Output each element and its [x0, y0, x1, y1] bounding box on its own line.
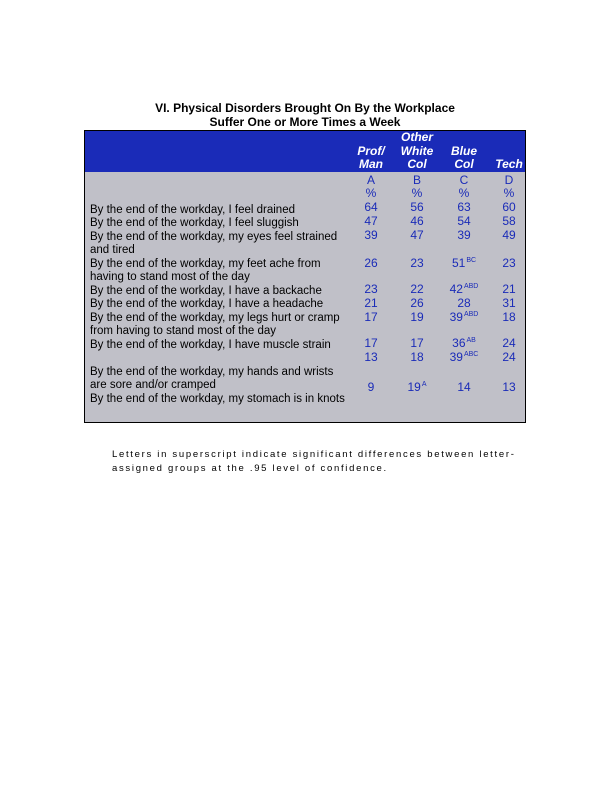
cell-value: 64 — [364, 200, 378, 214]
row-label: By the end of the workday, my hands and wrists are sore and/or cramped — [90, 366, 334, 392]
column-letter: A — [366, 173, 375, 187]
row-label: By the end of the workday, I feel drained — [90, 204, 295, 216]
row-label: By the end of the workday, I have muscle strain — [90, 339, 331, 351]
cell-value: 24 — [502, 350, 516, 364]
cell-value: $36^{AB}$ — [452, 336, 476, 350]
cell-value: 26 — [410, 296, 424, 310]
cell-value: 24 — [502, 336, 516, 350]
cell-value: 39 — [457, 228, 471, 242]
significance-superscript: ABD — [463, 311, 479, 318]
row-label: By the end of the workday, I have a backache — [90, 285, 322, 297]
row-label: By the end of the workday, my feet ache from having to stand most of the day — [90, 258, 321, 284]
table-title: VI. Physical Disorders Brought On By the Workplace — [155, 101, 455, 115]
cell-value: $51^{BC}$ — [451, 256, 477, 270]
cell-value: 46 — [410, 214, 424, 228]
cell-value: 23 — [364, 282, 378, 296]
column-header-a: Prof/ Man — [357, 143, 385, 171]
row-label: By the end of the workday, my eyes feel strained and tired — [90, 231, 338, 257]
cell-value: 47 — [364, 214, 378, 228]
cell-value: 47 — [410, 228, 424, 242]
cell-value: 58 — [502, 214, 516, 228]
column-header-d: Tech — [495, 157, 523, 171]
cell-value: 18 — [502, 310, 516, 324]
row-label: By the end of the workday, I have a headache — [90, 298, 324, 310]
cell-value: $19^A$ — [407, 380, 427, 394]
cell-value: 56 — [410, 200, 424, 214]
cell-value: 54 — [457, 214, 471, 228]
column-unit: % — [503, 186, 515, 200]
column-unit: % — [411, 186, 423, 200]
significance-superscript: BC — [466, 257, 477, 264]
significance-superscript: ABC — [463, 351, 479, 358]
row-label: By the end of the workday, my legs hurt or cramp from having to stand most of the day — [90, 312, 340, 338]
cell-value: 18 — [410, 350, 424, 364]
footnote: Letters in superscript indicate significant differences between letter-assigned groups at the .95 level of confidence. — [112, 449, 516, 474]
cell-value: 21 — [364, 296, 378, 310]
cell-value: 21 — [502, 282, 516, 296]
cell-value: $42^{ABD}$ — [449, 282, 479, 296]
cell-value: 13 — [502, 380, 516, 394]
cell-value: 9 — [367, 380, 375, 394]
column-letter: B — [412, 173, 421, 187]
column-header-b: Other White Col — [400, 130, 434, 171]
cell-value: 23 — [502, 256, 516, 270]
cell-value: 49 — [502, 228, 516, 242]
column-unit: % — [458, 186, 470, 200]
significance-superscript: AB — [466, 337, 476, 344]
significance-superscript: ABD — [463, 283, 479, 290]
column-header-c: Blue Col — [450, 143, 477, 171]
row-label: By the end of the workday, my stomach is in knots — [90, 393, 345, 405]
cell-value: 22 — [410, 282, 424, 296]
cell-value: 17 — [364, 336, 378, 350]
cell-value: 17 — [410, 336, 424, 350]
row-label: By the end of the workday, I feel sluggish — [90, 217, 299, 229]
cell-value: $39^{ABD}$ — [449, 310, 479, 324]
cell-value: 63 — [457, 200, 471, 214]
cell-value: 23 — [410, 256, 424, 270]
cell-value: 60 — [502, 200, 516, 214]
cell-value: 17 — [364, 310, 378, 324]
table-subtitle: Suffer One or More Times a Week — [209, 115, 401, 129]
cell-value: 26 — [364, 256, 378, 270]
column-letter: D — [504, 173, 514, 187]
column-unit: % — [365, 186, 377, 200]
column-letter: C — [459, 173, 469, 187]
cell-value: $39^{ABC}$ — [449, 350, 479, 364]
significance-superscript: A — [421, 381, 427, 388]
cell-value: 31 — [502, 296, 516, 310]
cell-value: 13 — [364, 350, 378, 364]
cell-value: 28 — [457, 296, 471, 310]
data-table — [84, 130, 526, 423]
cell-value: 14 — [457, 380, 471, 394]
cell-value: 19 — [410, 310, 424, 324]
cell-value: 39 — [364, 228, 378, 242]
